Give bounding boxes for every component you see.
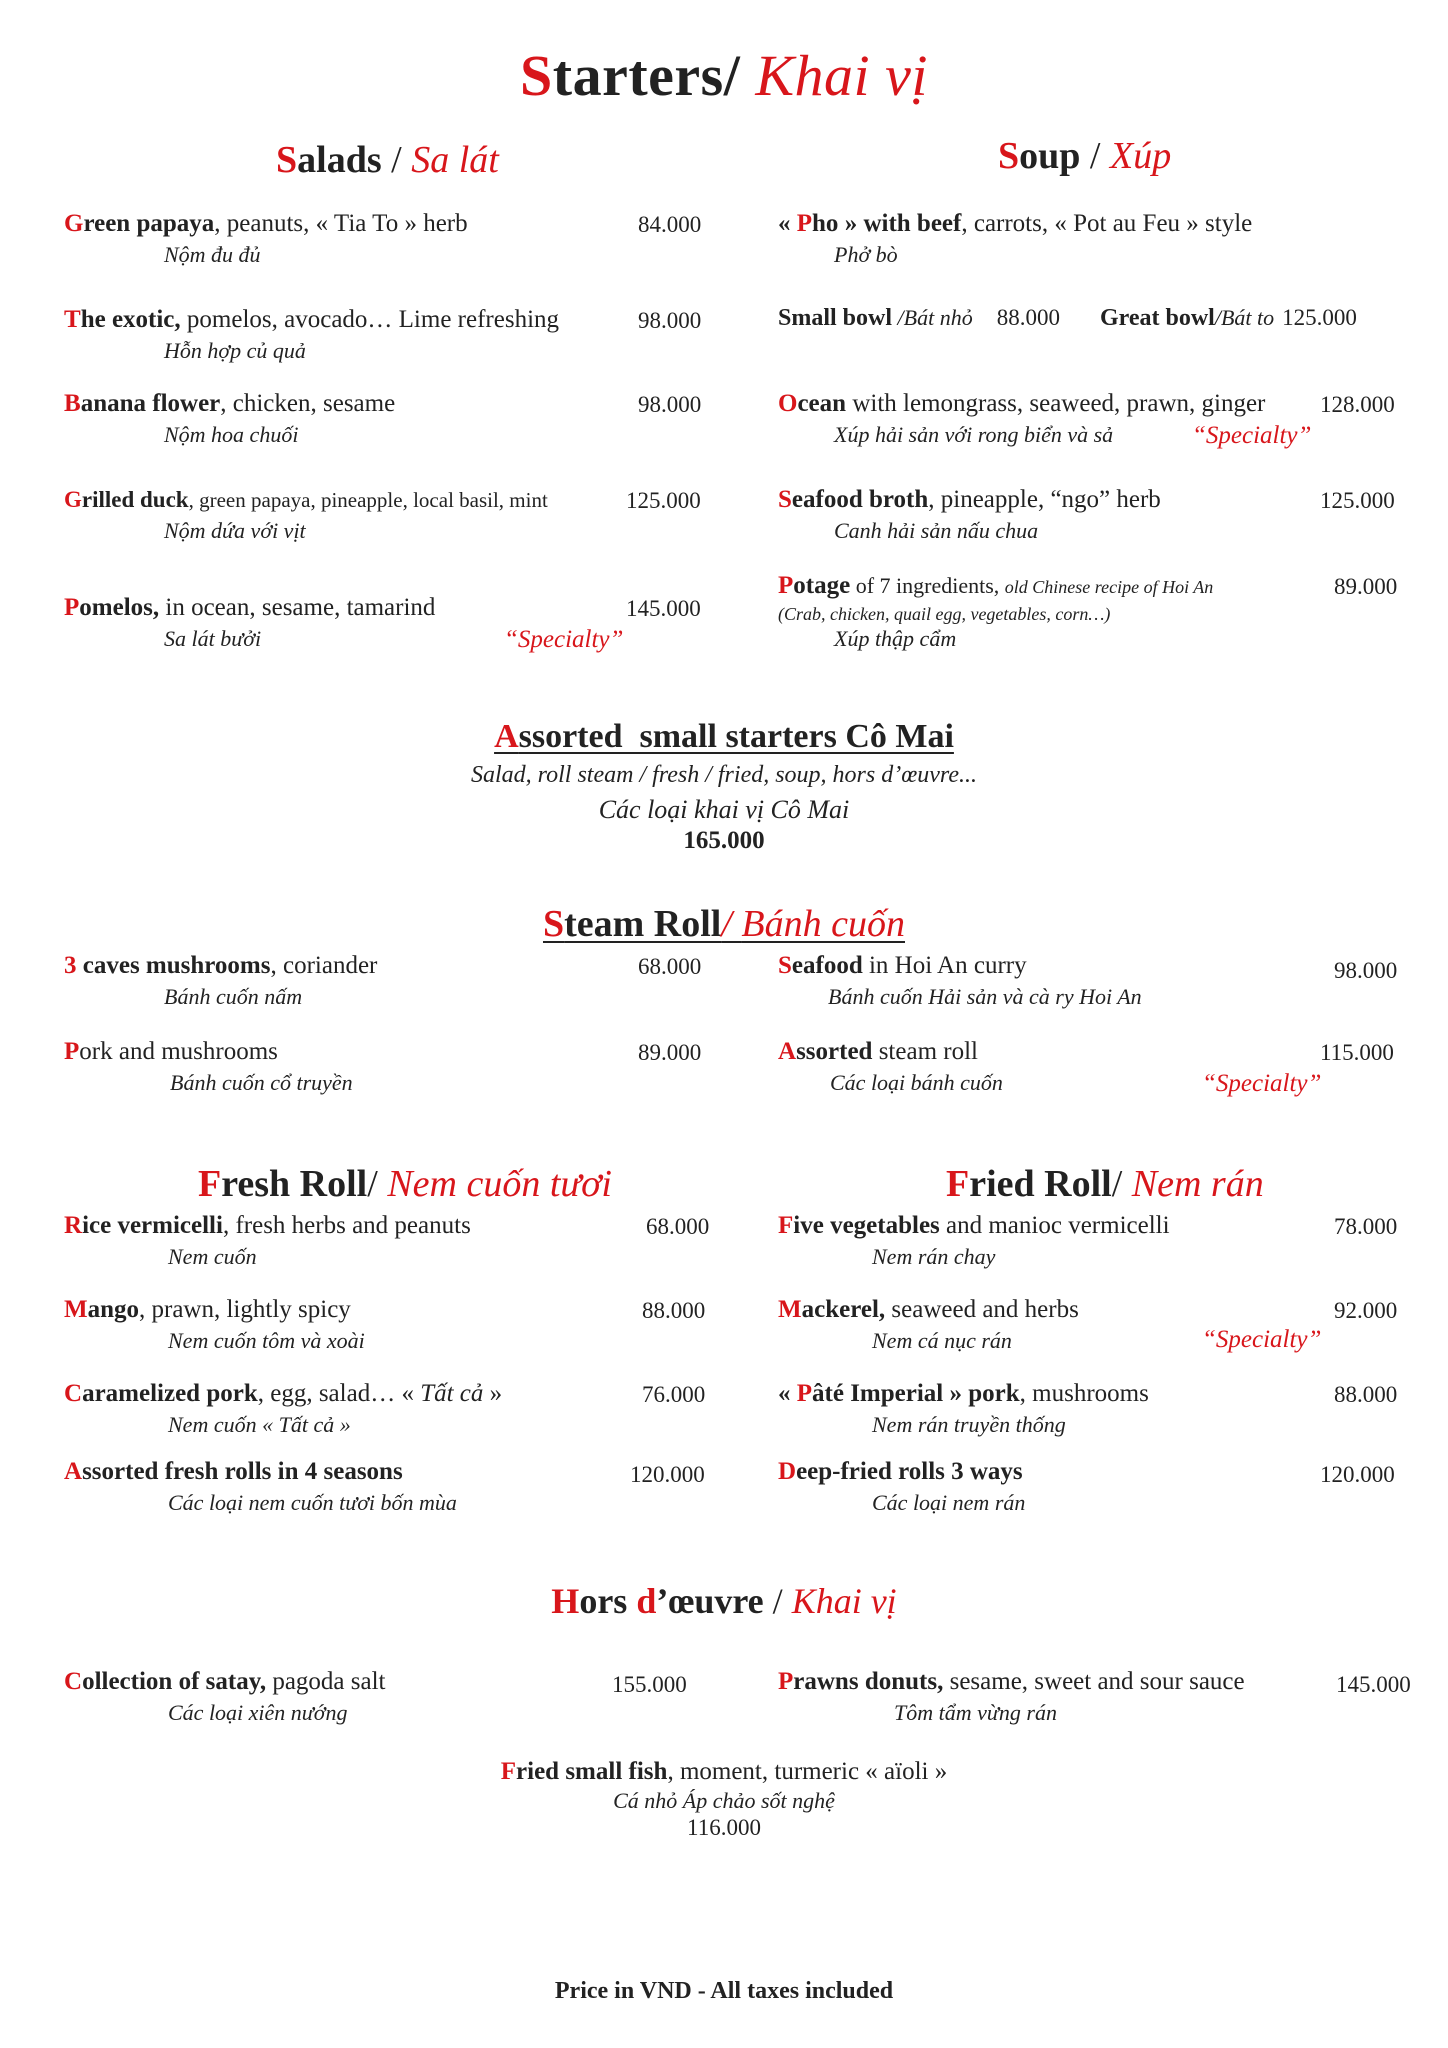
item-price: 125.000 (1320, 488, 1395, 513)
item-price: 98.000 (638, 308, 702, 333)
item-price: 145.000 (626, 596, 701, 621)
steam-roll-heading: Steam Roll/ Bánh cuốn (542, 903, 905, 945)
hors-doeuvre-heading: Hors d’œuvre / Khai vị (551, 1581, 897, 1621)
specialty-tag: “Specialty” (1202, 1326, 1322, 1353)
item-price: 68.000 (646, 1214, 710, 1239)
menu-item: Fried small fish, moment, turmeric « aïoli » Cá nhỏ Áp chảo sốt nghệ 116.000 (500, 1758, 948, 1840)
menu-item: Assorted steam roll Các loại bánh cuốn (778, 1038, 1003, 1095)
menu-item: Five vegetables and manioc vermicelli Nem rán chay (778, 1212, 1170, 1269)
menu-item: Seafood in Hoi An curry Bánh cuốn Hải sản và cà ry Hoi An (778, 952, 1142, 1009)
menu-item: Collection of satay, pagoda salt Các loại xiên nướng (64, 1668, 386, 1725)
menu-item: Mango, prawn, lightly spicy Nem cuốn tôm và xoài (64, 1296, 365, 1353)
item-price: 125.000 (626, 488, 701, 513)
menu-item: Deep-fried rolls 3 ways Các loại nem rán (778, 1458, 1026, 1515)
specialty-tag: “Specialty” (1192, 422, 1312, 449)
menu-item: Pomelos, in ocean, sesame, tamarind Sa lát bưởi (64, 594, 436, 651)
item-price: 78.000 (1334, 1214, 1398, 1239)
item-price: 98.000 (1334, 958, 1398, 983)
item-price: 88.000 (1334, 1382, 1398, 1407)
menu-item: « Pho » with beef, carrots, « Pot au Feu » style Phở bò (778, 210, 1253, 267)
menu-item: Potage of 7 ingredients, old Chinese recipe of Hoi An (Crab, chicken, quail egg, vegetables, corn…) Xúp thập cẩm (778, 572, 1214, 651)
menu-item: Seafood broth, pineapple, “ngo” herb Canh hải sản nấu chua (778, 486, 1161, 543)
fresh-roll-heading: Fresh Roll/ Nem cuốn tươi (198, 1163, 612, 1205)
menu-item: Ocean with lemongrass, seaweed, prawn, ginger Xúp hải sản với rong biển và sả (778, 390, 1266, 447)
price-note: Price in VND - All taxes included (554, 1978, 894, 2004)
menu-item: Pork and mushrooms Bánh cuốn cổ truyền (64, 1038, 353, 1095)
menu-item: 3 caves mushrooms, coriander Bánh cuốn nấm (64, 952, 378, 1009)
specialty-tag: “Specialty” (504, 626, 624, 653)
fried-roll-heading: Fried Roll/ Nem rán (946, 1163, 1264, 1205)
item-price: 68.000 (638, 954, 702, 979)
menu-item: Mackerel, seaweed and herbs Nem cá nục rán (778, 1296, 1079, 1353)
menu-item: Prawns donuts, sesame, sweet and sour sauce Tôm tẩm vừng rán (778, 1668, 1245, 1725)
page-title: Starters/ Khai vị (520, 43, 928, 108)
item-price: 128.000 (1320, 392, 1395, 417)
item-price: 115.000 (1320, 1040, 1394, 1065)
assorted-starters: Assorted small starters Cô Mai Salad, roll steam / fresh / fried, soup, hors d’œuvre... Các loại khai vị Cô Mai 165.000 (471, 718, 977, 854)
item-price: 155.000 (612, 1672, 687, 1697)
item-price: 98.000 (638, 392, 702, 417)
item-price: 120.000 (630, 1462, 705, 1487)
menu-item: « Pâté Imperial » pork, mushrooms Nem rán truyền thống (778, 1380, 1149, 1437)
item-price: 120.000 (1320, 1462, 1395, 1487)
bowl-sizes: Small bowl /Bát nhỏ 88.000 Great bowl/Bát to 125.000 (778, 305, 1357, 331)
item-price: 76.000 (642, 1382, 706, 1407)
item-price: 84.000 (638, 212, 702, 237)
specialty-tag: “Specialty” (1202, 1070, 1322, 1097)
item-price: 88.000 (642, 1298, 706, 1323)
menu-item: Green papaya, peanuts, « Tia To » herb Nộm đu đủ (64, 210, 468, 267)
item-price: 89.000 (638, 1040, 702, 1065)
soup-heading: Soup / Xúp (998, 135, 1172, 177)
item-price: 145.000 (1336, 1672, 1411, 1697)
menu-item: Rice vermicelli, fresh herbs and peanuts Nem cuốn (64, 1212, 471, 1269)
salads-heading: Salads / Sa lát (276, 139, 499, 181)
menu-item: Banana flower, chicken, sesame Nộm hoa chuối (64, 390, 396, 447)
menu-item: Caramelized pork, egg, salad… « Tất cả » Nem cuốn « Tất cả » (64, 1380, 503, 1437)
menu-item: Assorted fresh rolls in 4 seasons Các loại nem cuốn tươi bốn mùa (64, 1458, 457, 1515)
menu-item: The exotic, pomelos, avocado… Lime refreshing Hỗn hợp củ quả (64, 306, 560, 363)
menu-item: Grilled duck, green papaya, pineapple, local basil, mint Nộm dứa với vịt (64, 487, 548, 543)
item-price: 92.000 (1334, 1298, 1398, 1323)
item-price: 89.000 (1334, 574, 1398, 599)
